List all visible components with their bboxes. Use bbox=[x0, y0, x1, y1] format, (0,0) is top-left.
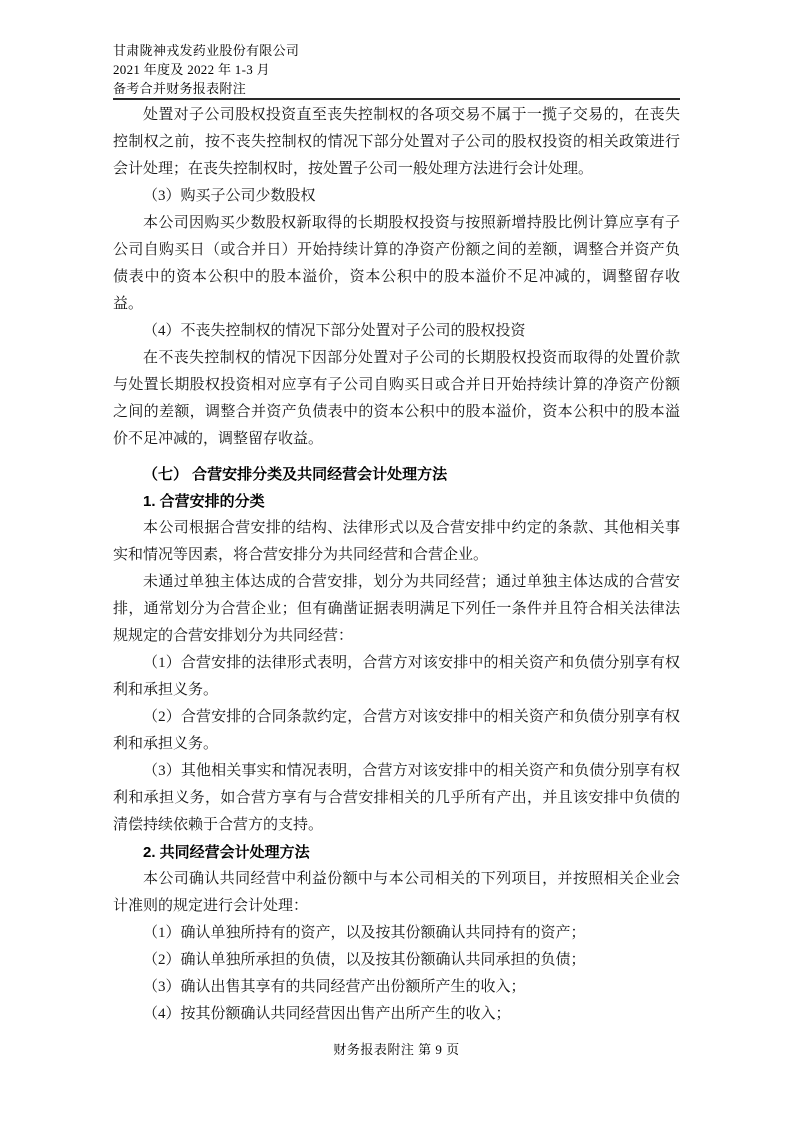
header-report-period: 2021 年度及 2022 年 1-3 月 bbox=[113, 62, 270, 77]
paragraph: 未通过单独主体达成的合营安排，划分为共同经营；通过单独主体达成的合营安排，通常划分为合营企业；但有确凿证据表明满足下列任一条件并且符合相关法律法规规定的合营安排划分为共同经营： bbox=[113, 574, 680, 644]
section-heading: 1. 合营安排的分类 bbox=[143, 493, 265, 510]
header-rule bbox=[113, 98, 680, 100]
page-footer bbox=[0, 1039, 793, 1058]
document-header bbox=[113, 41, 680, 98]
paragraph: （2）确认单独所承担的负债，以及按其份额确认共同承担的负债； bbox=[143, 952, 586, 968]
paragraph: （1）合营安排的法律形式表明，合营方对该安排中的相关资产和负债分别享有权利和承担义务。 bbox=[113, 655, 680, 698]
paragraph: （4）按其份额确认共同经营因出售产出所产生的收入； bbox=[143, 1006, 511, 1022]
paragraph: 在不丧失控制权的情况下因部分处置对子公司的长期股权投资而取得的处置价款与处置长期股权投资相对应享有子公司自购买日或合并日开始持续计算的净资产份额之间的差额，调整合并资产负债表中的资本公积中的股本溢价，资本公积中的股本溢价不足冲减的，调整留存收益。 bbox=[113, 350, 680, 447]
footer-page-label: 财务报表附注 第 9 页 bbox=[333, 1042, 460, 1057]
paragraph: 本公司确认共同经营中利益份额中与本公司相关的下列项目，并按照相关企业会计准则的规定进行会计处理： bbox=[113, 871, 680, 914]
paragraph: （1）确认单独所持有的资产，以及按其份额确认共同持有的资产； bbox=[143, 925, 586, 941]
section-heading: 2. 共同经营会计处理方法 bbox=[143, 844, 310, 861]
paragraph: 本公司根据合营安排的结构、法律形式以及合营安排中约定的条款、其他相关事实和情况等因素，将合营安排分为共同经营和合营企业。 bbox=[113, 520, 680, 563]
header-company-name: 甘肃陇神戎发药业股份有限公司 bbox=[113, 43, 300, 58]
paragraph: 本公司因购买少数股权新取得的长期股权投资与按照新增持股比例计算应享有子公司自购买日（或合并日）开始持续计算的净资产份额之间的差额，调整合并资产负债表中的资本公积中的股本溢价，资本公积中的股本溢价不足冲减的，调整留存收益。 bbox=[113, 215, 680, 312]
header-document-title: 备考合并财务报表附注 bbox=[113, 81, 247, 96]
document-body bbox=[113, 102, 680, 1028]
paragraph: （3）购买子公司少数股权 bbox=[143, 188, 316, 204]
paragraph: （2）合营安排的合同条款约定，合营方对该安排中的相关资产和负债分别享有权利和承担义务。 bbox=[113, 709, 680, 752]
paragraph: （3）确认出售其享有的共同经营产出份额所产生的收入； bbox=[143, 979, 526, 995]
section-heading: （七） 合营安排分类及共同经营会计处理方法 bbox=[143, 466, 448, 483]
paragraph: 处置对子公司股权投资直至丧失控制权的各项交易不属于一揽子交易的，在丧失控制权之前，按不丧失控制权的情况下部分处置对子公司的股权投资的相关政策进行会计处理；在丧失控制权时，按处置子公司一般处理方法进行会计处理。 bbox=[113, 107, 680, 177]
paragraph: （4）不丧失控制权的情况下部分处置对子公司的股权投资 bbox=[143, 323, 526, 339]
paragraph: （3）其他相关事实和情况表明，合营方对该安排中的相关资产和负债分别享有权利和承担义务，如合营方享有与合营安排相关的几乎所有产出，并且该安排中负债的清偿持续依赖于合营方的支持。 bbox=[113, 763, 680, 833]
